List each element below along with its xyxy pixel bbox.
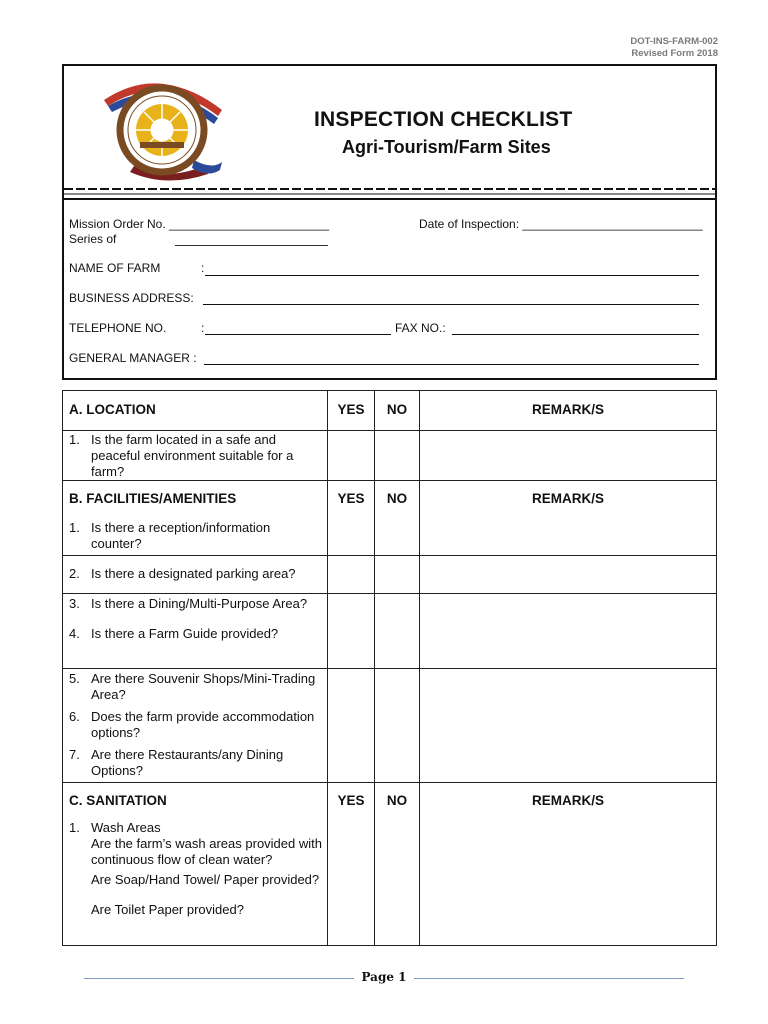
checklist-item [63,808,327,836]
remarks-column-header: REMARK/S [531,793,604,808]
telephone-colon: : [201,321,205,335]
table-row [63,594,717,669]
name-of-farm-field[interactable] [205,275,699,276]
item-question: Is there a reception/information counter? [91,520,271,551]
item-question: Are there Restaurants/any Dining Options? [91,747,284,778]
name-of-farm-label: NAME OF FARM [69,261,161,275]
series-of-label: Series of [69,232,117,246]
form-revision: Revised Form 2018 [631,48,718,59]
series-of-field[interactable] [175,245,328,246]
remarks-column-header: REMARK/S [531,491,604,506]
no-cell[interactable] [375,594,420,669]
checklist-item [63,506,327,552]
table-row [63,669,717,783]
telephone-field[interactable] [205,334,391,335]
item-number: 7. [69,747,80,762]
remarks-column-header: REMARK/S [531,402,604,417]
yes-cell[interactable] [328,783,375,946]
fax-label: FAX NO.: [395,321,446,335]
decorative-divider [64,186,715,204]
remarks-cell[interactable] [420,431,717,481]
page-subtitle: Agri-Tourism/Farm Sites [342,137,551,157]
item-number: 1. [69,432,80,447]
sub-question: Are Toilet Paper provided? [91,902,244,917]
item-question: Is the farm located in a safe and peaceful environment suitable for a farm? [91,432,294,479]
item-number: 5. [69,671,80,686]
yes-column-header: YES [337,491,365,506]
item-number: 3. [69,596,80,611]
yes-cell[interactable] [328,669,375,783]
item-question: Are there Souvenir Shops/Mini-Trading Area? [91,671,316,702]
no-column-header: NO [386,793,408,808]
no-column-header: NO [386,491,408,506]
checklist-item [63,612,327,642]
checklist-item [63,703,327,741]
remarks-cell[interactable] [420,481,717,556]
no-cell[interactable] [375,556,420,594]
name-of-farm-colon: : [201,261,205,275]
general-manager-field[interactable] [204,364,699,365]
section-title: B. FACILITIES/AMENITIES [69,491,237,506]
form-code [630,36,718,60]
yes-cell[interactable] [328,594,375,669]
table-row [63,481,717,556]
item-number: 4. [69,626,80,641]
page-number: Page 1 [361,970,407,984]
date-of-inspection-label: Date of Inspection: ___________________________ [419,217,703,231]
item-question: Is there a Farm Guide provided? [91,626,279,641]
section-title: C. SANITATION [69,793,167,808]
yes-cell[interactable] [328,556,375,594]
item-question: Wash Areas [91,820,161,835]
table-row [63,556,717,594]
no-column-header: NO [386,402,408,417]
yes-cell[interactable] [328,431,375,481]
item-question: Is there a designated parking area? [91,566,296,581]
remarks-cell[interactable] [420,783,717,946]
checklist-item [63,431,327,480]
item-number: 2. [69,566,80,581]
form-code-number: DOT-INS-FARM-002 [630,36,718,47]
no-cell[interactable] [375,431,420,481]
remarks-cell[interactable] [420,594,717,669]
item-number: 1. [69,520,80,535]
table-row [63,431,717,481]
item-question: Does the farm provide accommodation options? [91,709,315,740]
checklist-item [63,741,327,779]
mission-order-label: Mission Order No. ________________________ [69,217,330,231]
item-number: 1. [69,820,80,835]
header-box [62,64,717,380]
remarks-cell[interactable] [420,556,717,594]
checklist-item [63,594,327,612]
sub-question: Are Soap/Hand Towel/ Paper provided? [91,872,320,887]
no-cell[interactable] [375,783,420,946]
remarks-cell[interactable] [420,669,717,783]
fax-field[interactable] [452,334,699,335]
table-row [63,783,717,946]
sub-question: Are the farm’s wash areas provided with continuous flow of clean water? [91,836,322,867]
yes-cell[interactable] [328,481,375,556]
no-cell[interactable] [375,481,420,556]
dot-quality-seal-logo [94,70,224,182]
telephone-label: TELEPHONE NO. [69,321,167,335]
section-title: A. LOCATION [69,402,156,417]
checklist-table [62,390,717,946]
general-manager-label: GENERAL MANAGER : [69,351,197,365]
item-question: Is there a Dining/Multi-Purpose Area? [91,596,308,611]
item-number: 6. [69,709,80,724]
yes-column-header: YES [337,402,365,417]
checklist-item [63,669,327,703]
business-address-field[interactable] [203,304,699,305]
page-title: INSPECTION CHECKLIST [314,108,573,131]
yes-column-header: YES [337,793,365,808]
checklist-item [63,556,327,582]
section-header-row [63,391,717,431]
no-cell[interactable] [375,669,420,783]
footer-rule-right [414,978,684,979]
business-address-label: BUSINESS ADDRESS: [69,291,194,305]
